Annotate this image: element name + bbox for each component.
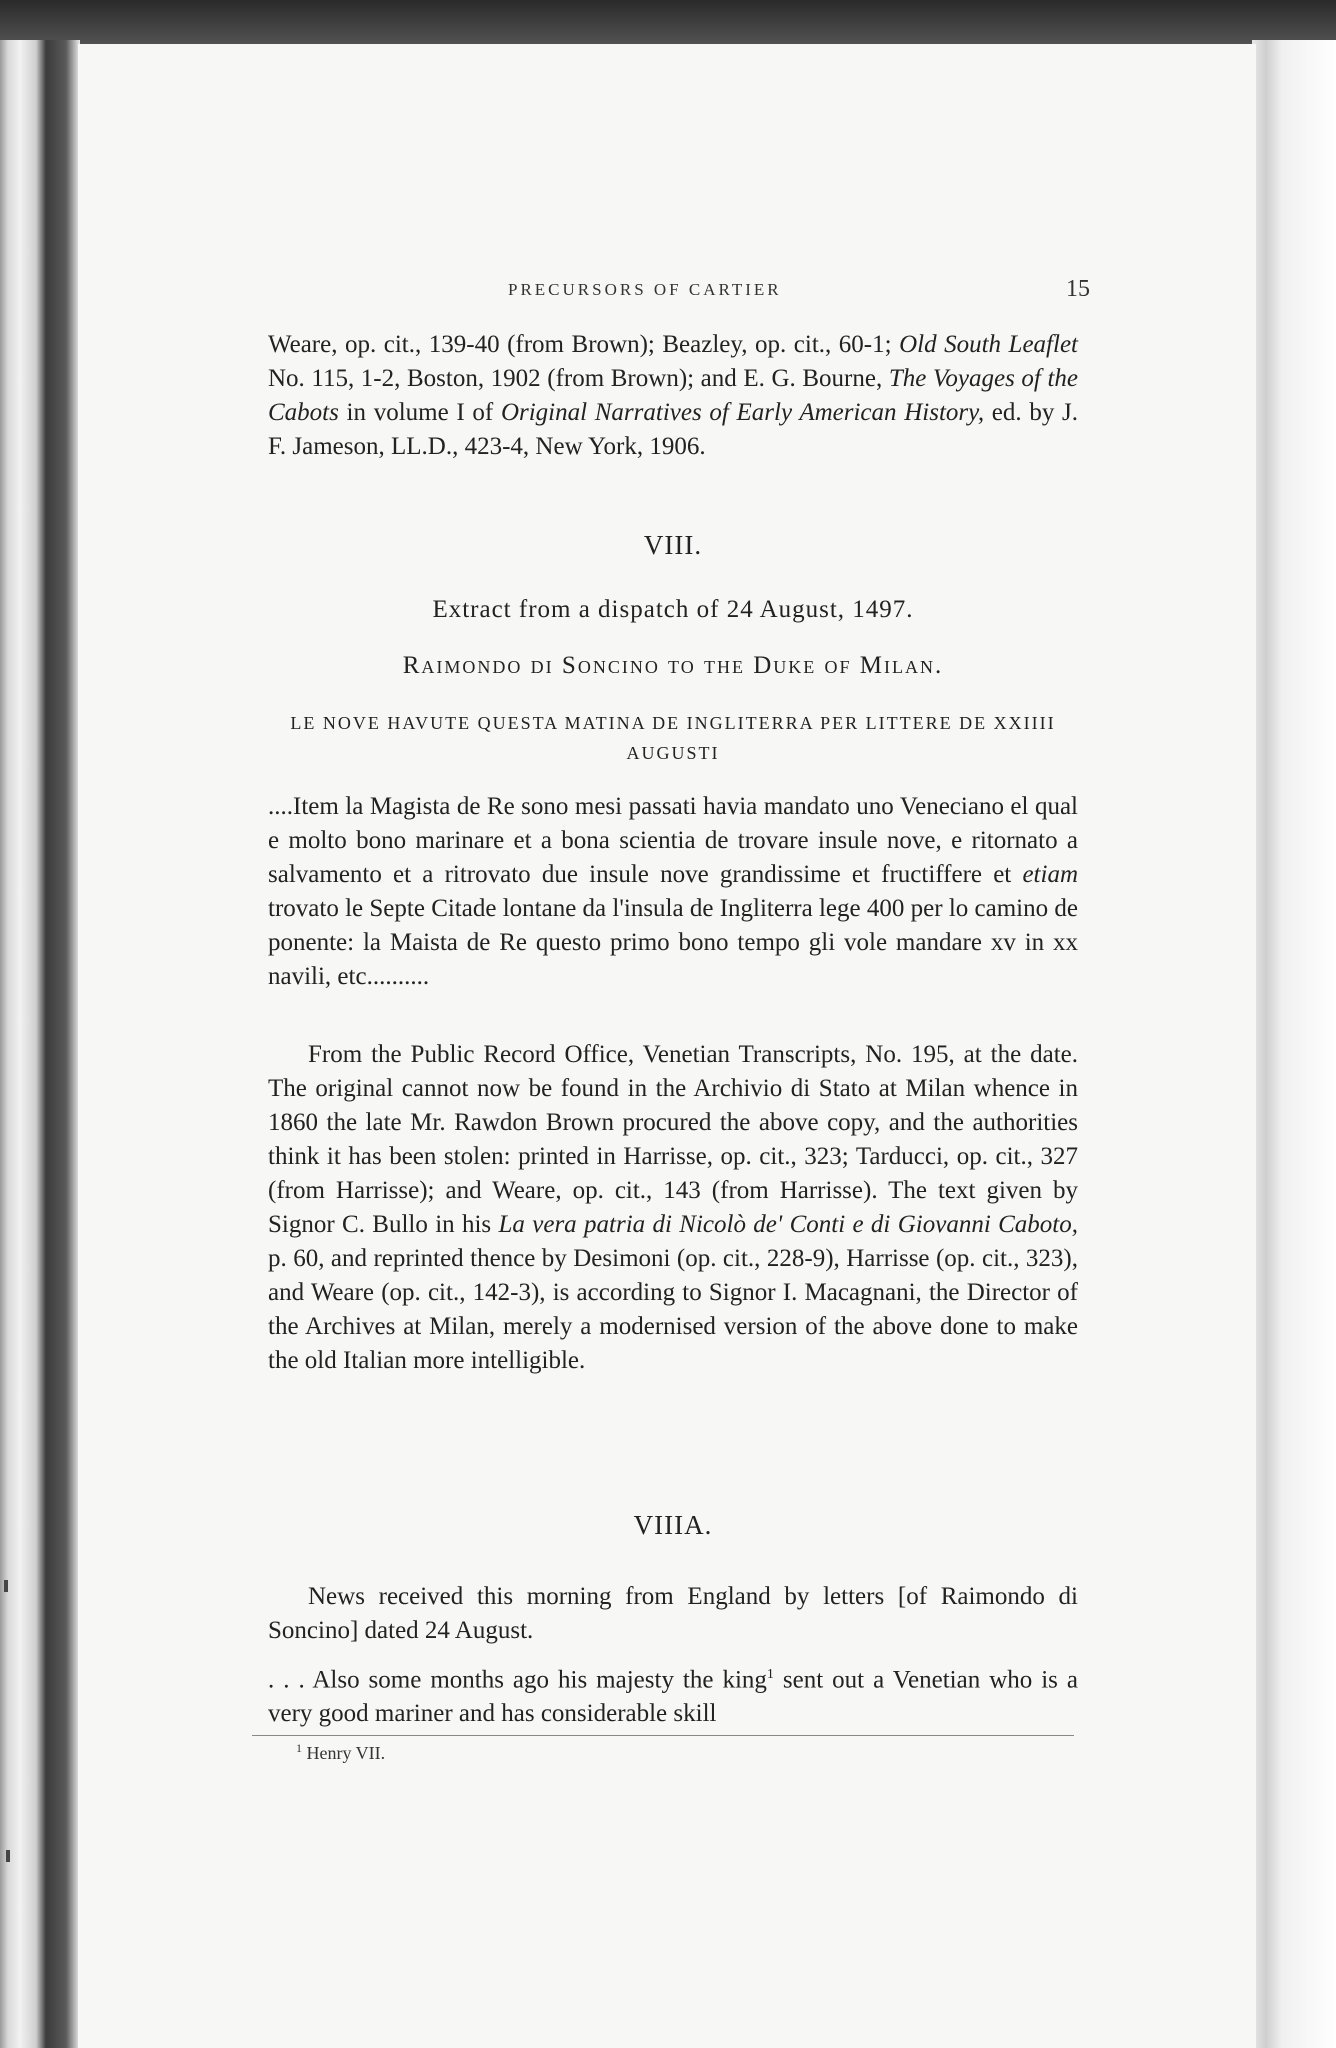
footnote-rule <box>252 1735 1074 1736</box>
spine-speck <box>4 1580 8 1592</box>
translation-paragraph: . . . Also some months ago his majesty the king$^1$ sent out a Venetian who is a very good mariner and has considerable skill <box>268 1666 1079 1728</box>
book-page <box>78 44 1256 2048</box>
spine-speck <box>6 1850 10 1862</box>
scan-top-edge <box>0 0 1336 48</box>
section-heading-viii: VIII. <box>643 530 703 560</box>
book-spine-edge <box>0 40 80 2048</box>
running-head <box>268 276 1090 303</box>
news-paragraph: News received this morning from England by letters [of Raimondo di Soncino] dated 24 August. <box>268 1583 1078 1644</box>
page-number: 15 <box>1066 276 1090 302</box>
section-heading-viiia: VIIIA. <box>633 1510 713 1540</box>
bibliography-paragraph: Weare, op. cit., 139-40 (from Brown); Beazley, op. cit., 60-1; Old South Leaflet No. 115, 1-2, Boston, 1902 (from Brown); and E. G. Bourne, The Voyages of the Cabots in volume I of Original Narratives of Early American History, ed. by J. F. Jameson, LL.D., 423-4, New York, 1906. <box>268 331 1079 460</box>
italian-text: ....Item la Magista de Re sono mesi passati havia mandato uno Veneciano el qual e molto bono marinare et a bona scientia de trovare insule nove, e ritornato a salvamento et a ritrovato due insule nove grandissime et fructiffere et etiam trovato le Septe Citade lontane da l'insula de Ingliterra lege 400 per lo camino de ponente: la Maista de Re questo primo bono tempo gli vole mandare xv in xx navili, etc.......... <box>268 793 1078 990</box>
source-note: From the Public Record Office, Venetian Transcripts, No. 195, at the date. The original cannot now be found in the Archivio di Stato at Milan whence in 1860 the late Mr. Rawdon Brown procured the above copy, and the authorities think it has been stolen: printed in Harrisse, op. cit., 323; Tarducci, op. cit., 327 (from Harrisse); and Weare, op. cit., 143 (from Harrisse). The text given by Signor C. Bullo in his La vera patria di Nicolò de' Conti e di Giovanni Caboto, p. 60, and reprinted thence by Desimoni (op. cit., 228-9), Harrisse (op. cit., 323), and Weare (op. cit., 142-3), is according to Signor I. Macagnani, the Director of the Archives at Milan, merely a modernised version of the above done to make the old Italian more intelligible. <box>268 1041 1078 1374</box>
extract-line: Extract from a dispatch of 24 August, 1497. <box>432 596 914 623</box>
sender-line: Raimondo di Soncino to the Duke of Milan. <box>402 652 944 679</box>
facing-page-edge <box>1252 40 1336 2048</box>
footnote-reference: 1 <box>766 1667 774 1682</box>
italian-heading: LE NOVE HAVUTE QUESTA MATINA DE INGLITERRA PER LITTERE DE XXIIII AUGUSTI <box>290 713 1056 763</box>
running-head-title: PRECURSORS OF CARTIER <box>508 280 782 299</box>
footnote: $^1$ Henry VII. <box>296 1741 386 1763</box>
footnote-marker: 1 <box>296 1741 302 1755</box>
